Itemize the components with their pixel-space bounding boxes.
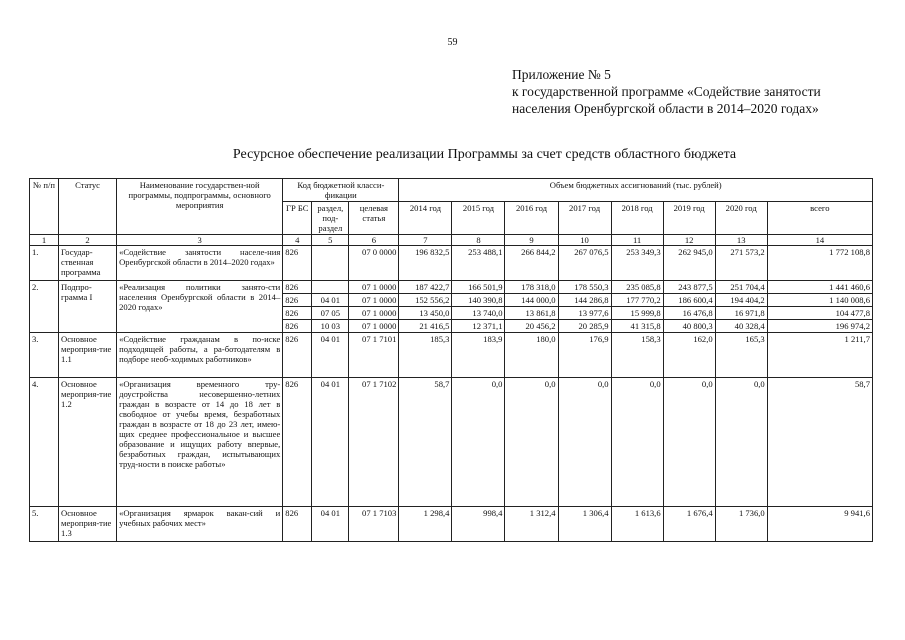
- cell-value: 185,3: [399, 333, 452, 378]
- header-year-2014: 2014 год: [399, 202, 452, 235]
- row-name: «Реализация политики занято-сти населения Оренбургской области в 2014–2020 годах»: [117, 281, 283, 333]
- cell-value: 40 800,3: [663, 320, 715, 333]
- row-number: 4.: [30, 378, 59, 507]
- cell-grbs: 826: [283, 378, 312, 507]
- column-number: 11: [611, 235, 663, 246]
- cell-value: 186 600,4: [663, 294, 715, 307]
- cell-value: 0,0: [663, 378, 715, 507]
- header-target: целевая статья: [349, 202, 399, 235]
- row-number: 1.: [30, 246, 59, 281]
- cell-section: 07 05: [312, 307, 349, 320]
- cell-value: 253 488,1: [452, 246, 505, 281]
- row-name: «Организация ярмарок вакан-сий и учебных рабочих мест»: [117, 507, 283, 542]
- header-year-2016: 2016 год: [505, 202, 558, 235]
- cell-value: 178 318,0: [505, 281, 558, 294]
- cell-value: 0,0: [452, 378, 505, 507]
- column-number: 12: [663, 235, 715, 246]
- cell-value: 177 770,2: [611, 294, 663, 307]
- header-year-2015: 2015 год: [452, 202, 505, 235]
- cell-grbs: 826: [283, 333, 312, 378]
- cell-target: 07 1 7103: [349, 507, 399, 542]
- cell-value: 176,9: [558, 333, 611, 378]
- cell-value: 158,3: [611, 333, 663, 378]
- cell-target: 07 1 0000: [349, 307, 399, 320]
- header-year-2020: 2020 год: [715, 202, 767, 235]
- cell-grbs: 826: [283, 294, 312, 307]
- row-name: «Организация временного тру-доустройства несовершенно-летних граждан в возрасте от 14 до 18 лет в свободное от учебы время, безработных граждан в возрасте от 18 до 23 лет, имею-щих среднее профессиональное и высшее образование и ищущих работу впервые, безработных граждан, испытывающих труд-ности в поиске работы»: [117, 378, 283, 507]
- row-number: 3.: [30, 333, 59, 378]
- table-row: [30, 507, 873, 542]
- header-year-2017: 2017 год: [558, 202, 611, 235]
- cell-value: 251 704,4: [715, 281, 767, 294]
- row-status: Основное мероприя-тие 1.1: [59, 333, 117, 378]
- cell-value: 235 085,8: [611, 281, 663, 294]
- cell-grbs: 826: [283, 307, 312, 320]
- header-grbs: ГР БС: [283, 202, 312, 235]
- cell-value: 253 349,3: [611, 246, 663, 281]
- column-number-row: [30, 235, 873, 246]
- cell-section: 04 01: [312, 378, 349, 507]
- cell-value: 267 076,5: [558, 246, 611, 281]
- cell-total: 58,7: [767, 378, 872, 507]
- column-number: 14: [767, 235, 872, 246]
- cell-value: 178 550,3: [558, 281, 611, 294]
- cell-value: 1 312,4: [505, 507, 558, 542]
- cell-value: 12 371,1: [452, 320, 505, 333]
- cell-value: 58,7: [399, 378, 452, 507]
- cell-value: 196 832,5: [399, 246, 452, 281]
- page-number: 59: [447, 37, 458, 48]
- cell-value: 166 501,9: [452, 281, 505, 294]
- row-number: 5.: [30, 507, 59, 542]
- cell-section: [312, 246, 349, 281]
- header-year-2019: 2019 год: [663, 202, 715, 235]
- row-status: Государ-ственная программа: [59, 246, 117, 281]
- column-number: 7: [399, 235, 452, 246]
- cell-target: 07 1 0000: [349, 281, 399, 294]
- cell-value: 183,9: [452, 333, 505, 378]
- row-name: «Содействие занятости населе-ния Оренбургской области в 2014–2020 годах»: [117, 246, 283, 281]
- cell-value: 140 390,8: [452, 294, 505, 307]
- row-status: Основное мероприя-тие 1.2: [59, 378, 117, 507]
- cell-value: 0,0: [505, 378, 558, 507]
- cell-value: 152 556,2: [399, 294, 452, 307]
- cell-value: 20 285,9: [558, 320, 611, 333]
- column-number: 5: [312, 235, 349, 246]
- column-number: 2: [59, 235, 117, 246]
- cell-value: 187 422,7: [399, 281, 452, 294]
- cell-value: 40 328,4: [715, 320, 767, 333]
- table-row: [30, 378, 873, 507]
- cell-value: 41 315,8: [611, 320, 663, 333]
- header-year-2018: 2018 год: [611, 202, 663, 235]
- column-number: 8: [452, 235, 505, 246]
- cell-value: 13 977,6: [558, 307, 611, 320]
- header-total: всего: [767, 202, 872, 235]
- column-number: 3: [117, 235, 283, 246]
- cell-value: 266 844,2: [505, 246, 558, 281]
- appendix-line: населения Оренбургской области в 2014–2020 годах»: [512, 101, 819, 116]
- cell-value: 1 736,0: [715, 507, 767, 542]
- cell-value: 13 740,0: [452, 307, 505, 320]
- cell-grbs: 826: [283, 246, 312, 281]
- cell-value: 262 945,0: [663, 246, 715, 281]
- header-status: Статус: [59, 179, 117, 235]
- appendix-note: [512, 66, 892, 117]
- cell-section: [312, 281, 349, 294]
- header-num: № п/п: [30, 179, 59, 235]
- cell-total: 9 941,6: [767, 507, 872, 542]
- row-status: Основное мероприя-тие 1.3: [59, 507, 117, 542]
- column-number: 4: [283, 235, 312, 246]
- column-number: 1: [30, 235, 59, 246]
- cell-value: 243 877,5: [663, 281, 715, 294]
- cell-section: 10 03: [312, 320, 349, 333]
- cell-value: 162,0: [663, 333, 715, 378]
- header-section: раздел, под-раздел: [312, 202, 349, 235]
- column-number: 10: [558, 235, 611, 246]
- cell-value: 13 450,0: [399, 307, 452, 320]
- cell-section: 04 01: [312, 294, 349, 307]
- cell-total: 196 974,2: [767, 320, 872, 333]
- cell-value: 0,0: [558, 378, 611, 507]
- cell-value: 0,0: [715, 378, 767, 507]
- row-status: Подпро-грамма I: [59, 281, 117, 333]
- table-row: [30, 333, 873, 378]
- cell-target: 07 1 0000: [349, 320, 399, 333]
- header-code-group: Код бюджетной класси-фикации: [283, 179, 399, 202]
- cell-value: 144 000,0: [505, 294, 558, 307]
- cell-grbs: 826: [283, 320, 312, 333]
- column-number: 9: [505, 235, 558, 246]
- cell-value: 165,3: [715, 333, 767, 378]
- cell-value: 1 676,4: [663, 507, 715, 542]
- cell-section: 04 01: [312, 333, 349, 378]
- budget-table: [29, 178, 873, 542]
- cell-total: 1 140 008,6: [767, 294, 872, 307]
- cell-value: 13 861,8: [505, 307, 558, 320]
- appendix-line: к государственной программе «Содействие занятости: [512, 84, 821, 99]
- cell-target: 07 0 0000: [349, 246, 399, 281]
- cell-value: 180,0: [505, 333, 558, 378]
- cell-total: 104 477,8: [767, 307, 872, 320]
- cell-value: 144 286,8: [558, 294, 611, 307]
- table-row: [30, 281, 873, 294]
- cell-value: 1 613,6: [611, 507, 663, 542]
- cell-value: 1 306,4: [558, 507, 611, 542]
- header-name: Наименование государствен-ной программы, подпрограммы, основного мероприятия: [117, 179, 283, 235]
- cell-value: 271 573,2: [715, 246, 767, 281]
- cell-value: 16 971,8: [715, 307, 767, 320]
- column-number: 13: [715, 235, 767, 246]
- cell-section: 04 01: [312, 507, 349, 542]
- cell-grbs: 826: [283, 281, 312, 294]
- cell-value: 16 476,8: [663, 307, 715, 320]
- cell-target: 07 1 0000: [349, 294, 399, 307]
- header-volume-group: Объем бюджетных ассигнований (тыс. рублей): [399, 179, 873, 202]
- cell-total: 1 211,7: [767, 333, 872, 378]
- cell-total: 1 772 108,8: [767, 246, 872, 281]
- cell-value: 1 298,4: [399, 507, 452, 542]
- cell-value: 15 999,8: [611, 307, 663, 320]
- cell-total: 1 441 460,6: [767, 281, 872, 294]
- table-row: [30, 246, 873, 281]
- column-number: 6: [349, 235, 399, 246]
- cell-value: 0,0: [611, 378, 663, 507]
- cell-target: 07 1 7102: [349, 378, 399, 507]
- cell-value: 998,4: [452, 507, 505, 542]
- row-number: 2.: [30, 281, 59, 333]
- cell-target: 07 1 7101: [349, 333, 399, 378]
- row-name: «Содействие гражданам в по-иске подходящей работы, а ра-ботодателям в подборе необ-ходимых работников»: [117, 333, 283, 378]
- document-title: Ресурсное обеспечение реализации Программы за счет средств областного бюджета: [232, 147, 737, 162]
- cell-grbs: 826: [283, 507, 312, 542]
- cell-value: 21 416,5: [399, 320, 452, 333]
- cell-value: 20 456,2: [505, 320, 558, 333]
- appendix-title: Приложение № 5: [512, 67, 611, 82]
- cell-value: 194 404,2: [715, 294, 767, 307]
